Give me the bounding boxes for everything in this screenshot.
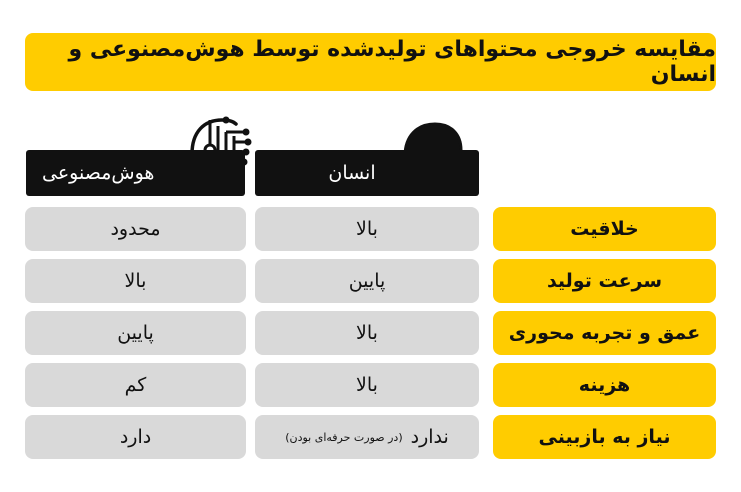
cell-ai: [25, 259, 246, 303]
cell-human-text: بالا: [356, 218, 378, 240]
row-label-text: هزینه: [578, 374, 631, 396]
cell-ai-text: کم: [124, 374, 147, 396]
cell-ai: [25, 311, 246, 355]
row-label: [493, 311, 716, 355]
cell-ai-text: محدود: [110, 218, 161, 240]
cell-ai-text: بالا: [124, 270, 147, 292]
cell-human: [255, 415, 479, 459]
title-text: مقایسه خروجی محتواهای تولیدشده توسط هوش‌مصنوعی و انسان: [68, 37, 716, 87]
row-label: [493, 259, 716, 303]
row-label-text: نیاز به بازبینی: [538, 426, 671, 448]
row-label: [493, 207, 716, 251]
cell-ai: [25, 415, 246, 459]
column-header-human: [255, 150, 479, 196]
cell-human-text: بالا: [356, 374, 378, 396]
column-header-ai: [26, 150, 245, 196]
column-header-human-label: انسان: [328, 162, 376, 184]
cell-ai: [25, 363, 246, 407]
cell-human-text: بالا: [356, 322, 378, 344]
row-label: [493, 363, 716, 407]
cell-human: [255, 207, 479, 251]
cell-human-note: (در صورت حرفه‌ای بودن): [285, 430, 403, 444]
cell-ai: [25, 207, 246, 251]
row-label-text: سرعت تولید: [546, 270, 663, 292]
row-label: [493, 415, 716, 459]
cell-ai-text: دارد: [119, 426, 152, 448]
row-label-text: خلاقیت: [570, 218, 639, 240]
row-label-text: عمق و تجربه محوری: [508, 322, 701, 344]
cell-human: [255, 259, 479, 303]
cell-human-text: ندارد: [410, 426, 449, 448]
column-header-ai-label: هوش‌مصنوعی: [42, 162, 155, 184]
cell-human-text: پایین: [348, 270, 386, 292]
cell-ai-text: پایین: [117, 322, 154, 344]
page-title: [25, 33, 716, 91]
cell-human: [255, 363, 479, 407]
cell-human: [255, 311, 479, 355]
